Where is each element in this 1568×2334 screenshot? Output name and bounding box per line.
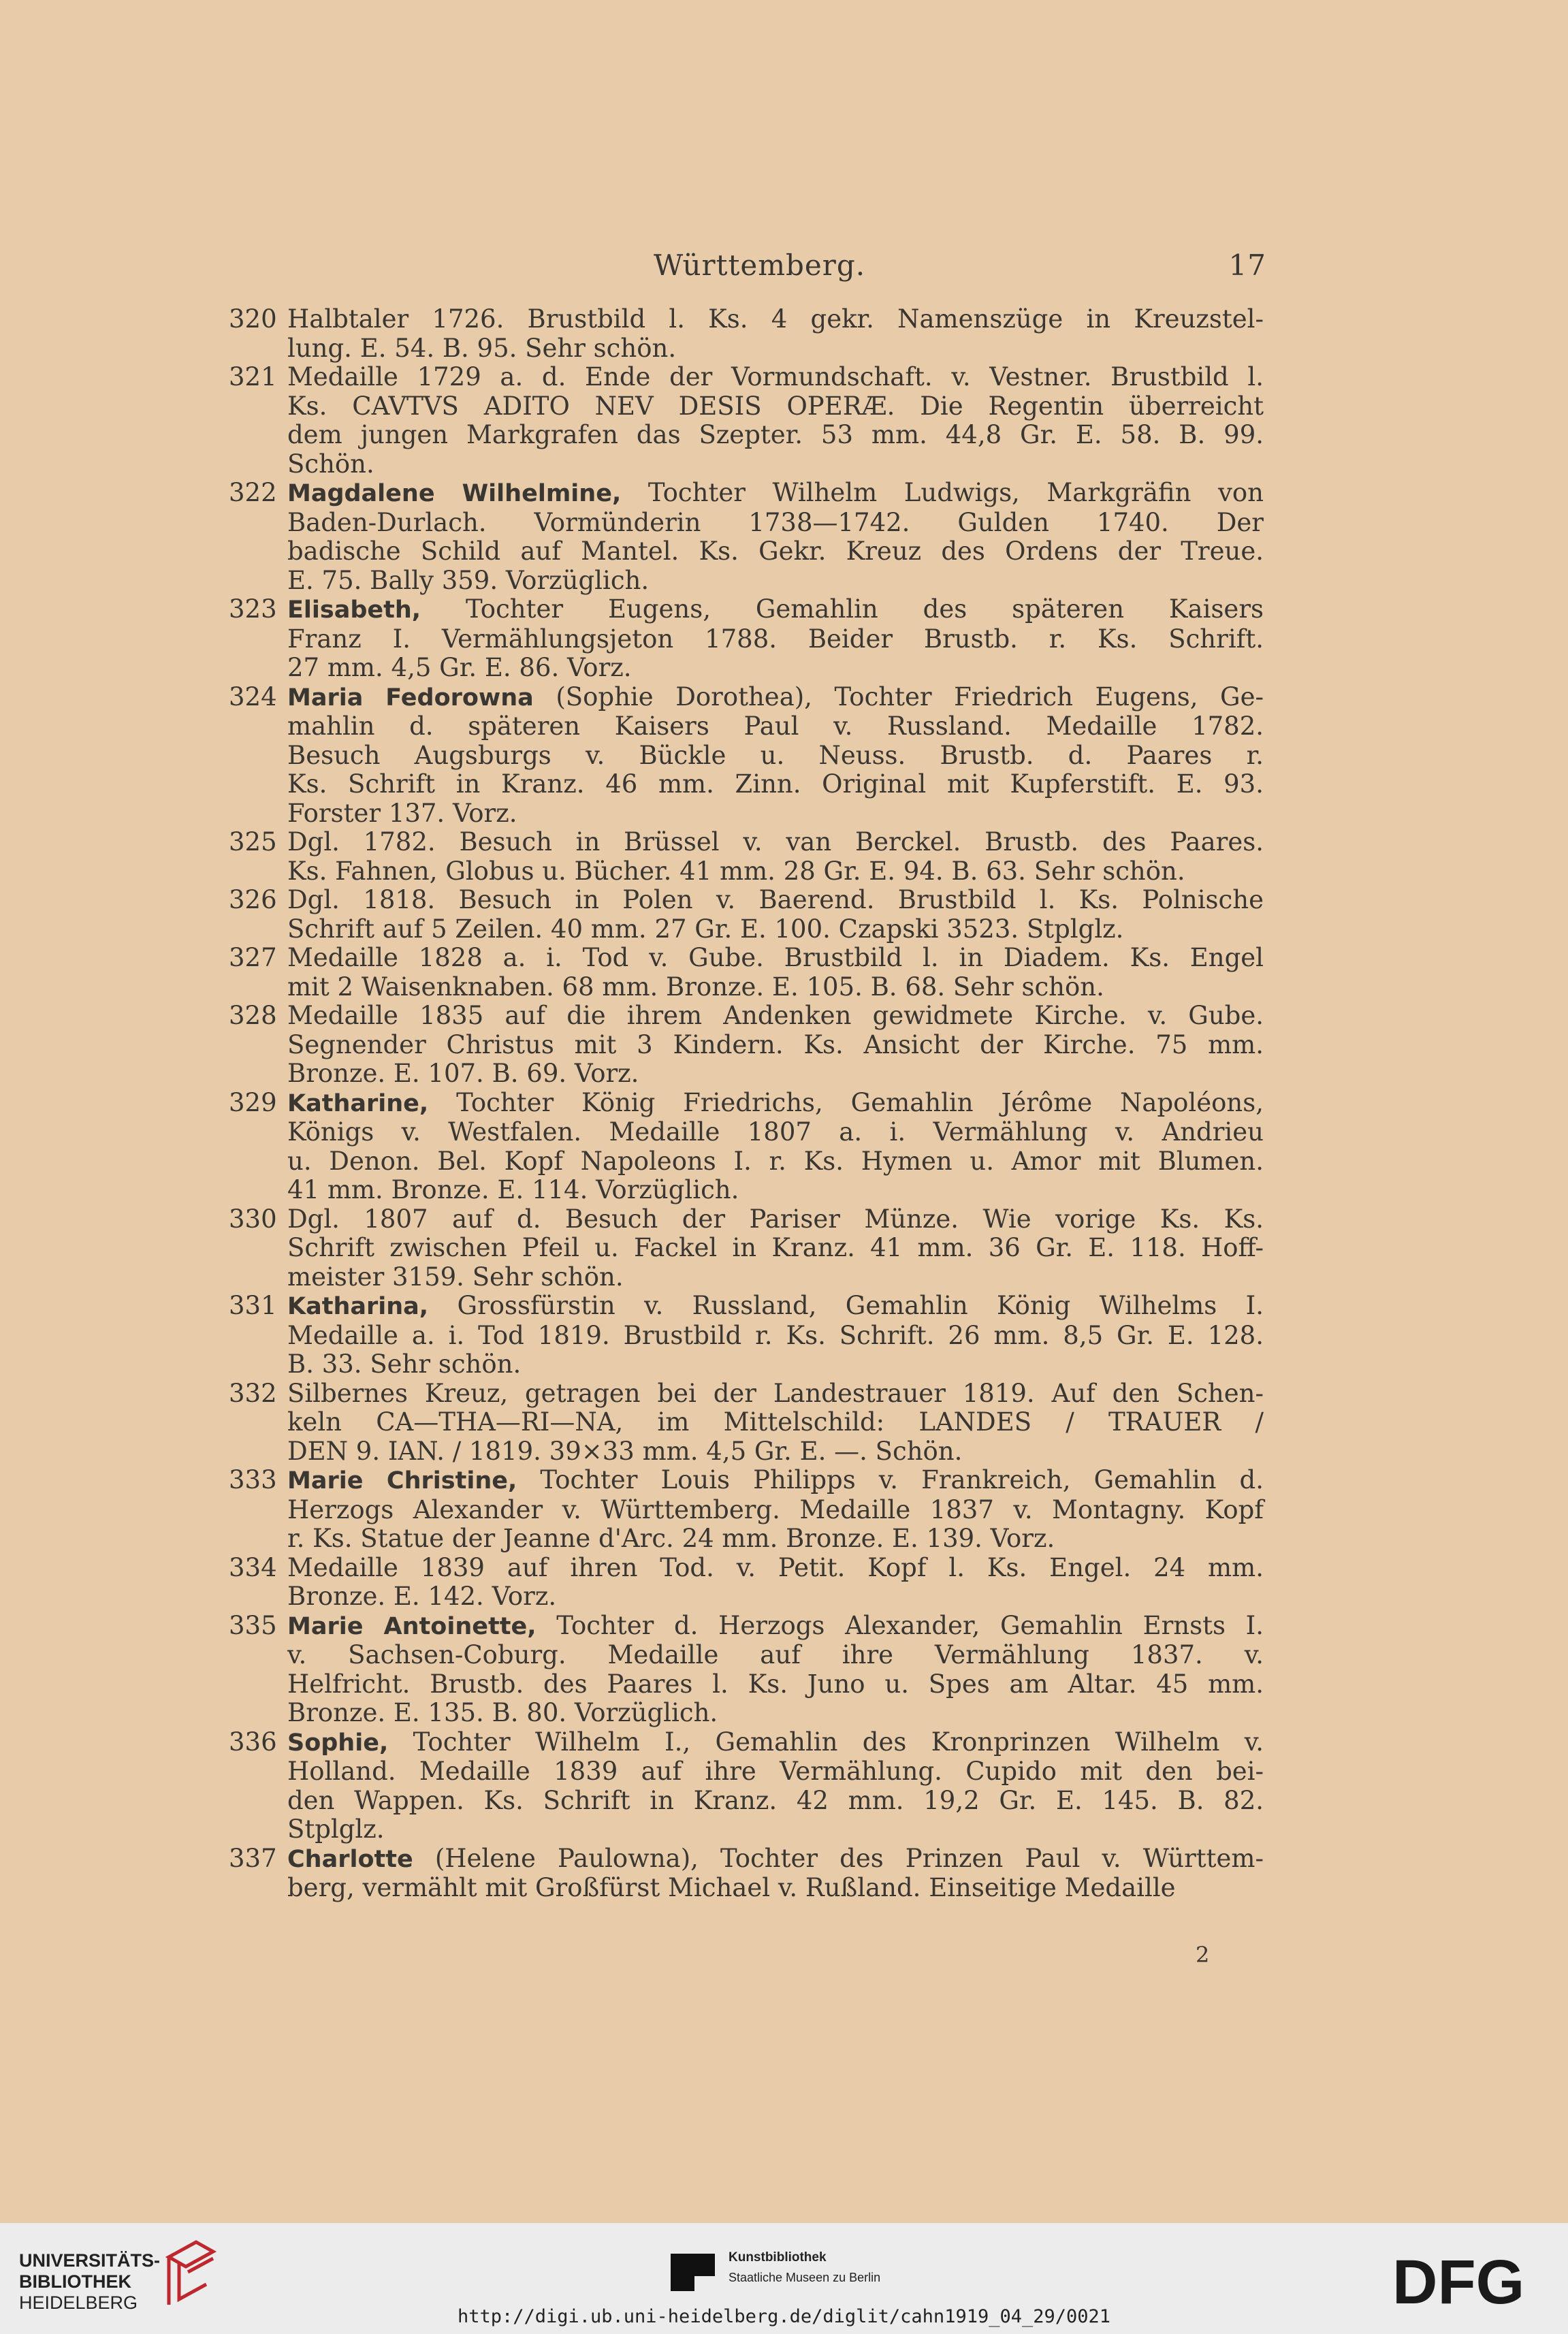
entry-name: Charlotte (287, 1845, 413, 1873)
footer-bar (0, 2223, 1568, 2334)
entry-line: Dgl. 1818. Besuch in Polen v. Baerend. Brustbild l. Ks. Polnische (287, 885, 1264, 914)
entry-number: 327 (229, 943, 277, 972)
entry-line: E. 75. Bally 359. Vorzüglich. (287, 565, 650, 595)
entry-line (287, 1292, 1264, 1322)
entry-line: Baden-Durlach. Vormünderin 1738—1742. Gulden 1740. Der (287, 507, 1264, 537)
entry-line: r. Ks. Statue der Jeanne d'Arc. 24 mm. Bronze. E. 139. Vorz. (287, 1524, 1055, 1553)
entry-line: Herzogs Alexander v. Württemberg. Medaille 1837 v. Montagny. Kopf (287, 1494, 1264, 1524)
entry-line: Ks. Schrift in Kranz. 46 mm. Zinn. Original mit Kupferstift. E. 93. (287, 769, 1264, 799)
entry-line: v. Sachsen-Coburg. Medaille auf ihre Vermählung 1837. v. (287, 1640, 1264, 1669)
entry-line (287, 1466, 1264, 1496)
catalog-entry (229, 944, 1264, 1002)
entry-line: Schön. (287, 449, 374, 479)
catalog-entry (229, 1292, 1264, 1379)
catalog-entry (229, 305, 1264, 363)
entry-number: 325 (229, 827, 277, 857)
entry-line: Medaille 1839 auf ihren Tod. v. Petit. Kopf l. Ks. Engel. 24 mm. (287, 1552, 1264, 1582)
entry-text: Tochter Wilhelm I., Gemahlin des Kronprinzen Wilhelm v. (413, 1727, 1264, 1757)
entry-number: 322 (229, 478, 277, 507)
entry-name: Maria Fedorowna (287, 684, 534, 712)
entry-number: 332 (229, 1378, 277, 1408)
entry-line: mit 2 Waisenknaben. 68 mm. Bronze. E. 105. B. 68. Sehr schön. (287, 972, 1104, 1002)
entry-line: Holland. Medaille 1839 auf ihre Vermählung. Cupido mit den bei- (287, 1757, 1264, 1786)
dfg-logo-text: DFG (1392, 2250, 1525, 2312)
entry-line (287, 1612, 1264, 1642)
entry-name: Sophie, (287, 1729, 389, 1757)
catalog-entry (229, 1612, 1264, 1728)
catalog-entry (229, 1379, 1264, 1467)
entry-line: 41 mm. Bronze. E. 114. Vorzüglich. (287, 1175, 739, 1204)
entry-line: Dgl. 1782. Besuch in Brüssel v. van Berckel. Brustb. des Paares. (287, 827, 1264, 857)
entry-line: Besuch Augsburgs v. Bückle u. Neuss. Brustb. d. Paares r. (287, 740, 1264, 770)
signature-mark: 2 (1196, 1942, 1210, 1968)
entry-number: 330 (229, 1204, 277, 1234)
catalog-entry (229, 886, 1264, 944)
page-number: 17 (1228, 249, 1266, 282)
entry-line: Schrift auf 5 Zeilen. 40 mm. 27 Gr. E. 100. Czapski 3523. Stplglz. (287, 914, 1124, 944)
entry-line: DEN 9. IAN. / 1819. 39×33 mm. 4,5 Gr. E. —. Schön. (287, 1436, 963, 1466)
source-url[interactable]: http://digi.ub.uni-heidelberg.de/diglit/cahn1919_04_29/0021 (457, 2306, 1111, 2327)
entry-line: keln CA—THA—RI—NA, im Mittelschild: LANDES / TRAUER / (287, 1407, 1264, 1437)
entry-text: (Helene Paulowna), Tochter des Prinzen Paul v. Württem- (434, 1843, 1264, 1873)
entry-text: Tochter Louis Philipps v. Frankreich, Gemahlin d. (540, 1465, 1264, 1494)
entry-line (287, 595, 1264, 625)
entry-name: Magdalene Wilhelmine, (287, 480, 622, 507)
catalog-entry (229, 828, 1264, 886)
entry-text: Tochter Eugens, Gemahlin des späteren Kaisers (465, 594, 1264, 624)
entry-number: 336 (229, 1727, 277, 1757)
entry-number: 335 (229, 1610, 277, 1640)
entry-name: Katharina, (287, 1293, 429, 1320)
ub-line-2: BIBLIOTHEK (19, 2271, 131, 2292)
entry-line: Ks. Fahnen, Globus u. Bücher. 41 mm. 28 Gr. E. 94. B. 63. Sehr schön. (287, 856, 1185, 886)
catalog-entry (229, 595, 1264, 683)
entry-number: 324 (229, 682, 277, 712)
entry-text: Tochter d. Herzogs Alexander, Gemahlin Ernsts I. (556, 1610, 1264, 1640)
entry-number: 333 (229, 1465, 277, 1494)
entry-line: Segnender Christus mit 3 Kindern. Ks. Ansicht der Kirche. 75 mm. (287, 1029, 1264, 1059)
entry-line: Bronze. E. 142. Vorz. (287, 1582, 557, 1611)
catalog-entry (229, 683, 1264, 829)
catalog-entry (229, 1844, 1264, 1903)
entry-text: Grossfürstin v. Russland, Gemahlin König Wilhelms I. (457, 1291, 1264, 1320)
entry-line: Halbtaler 1726. Brustbild l. Ks. 4 gekr. Namenszüge in Kreuzstel- (287, 304, 1264, 334)
entry-number: 331 (229, 1291, 277, 1320)
catalog-entries (229, 305, 1264, 1903)
entry-number: 320 (229, 304, 277, 334)
entry-number: 326 (229, 885, 277, 914)
entry-line (287, 1844, 1264, 1874)
entry-line: Medaille 1729 a. d. Ende der Vormundschaft. v. Vestner. Brustbild l. (287, 362, 1264, 391)
entry-line: badische Schild auf Mantel. Ks. Gekr. Kreuz des Ordens der Treue. (287, 537, 1264, 566)
entry-line: Königs v. Westfalen. Medaille 1807 a. i. Vermählung v. Andrieu (287, 1117, 1264, 1147)
catalog-entry (229, 363, 1264, 479)
kunstbibliothek-mark-icon (667, 2250, 718, 2301)
entry-number: 321 (229, 362, 277, 391)
entry-line: Medaille 1835 auf die ihrem Andenken gewidmete Kirche. v. Gube. (287, 1001, 1264, 1030)
entry-line: mahlin d. späteren Kaisers Paul v. Russland. Medaille 1782. (287, 712, 1264, 741)
catalog-entry (229, 1089, 1264, 1205)
entry-line: Bronze. E. 107. B. 69. Vorz. (287, 1059, 639, 1088)
entry-line: Silbernes Kreuz, getragen bei der Landestrauer 1819. Auf den Schen- (287, 1378, 1264, 1408)
entry-line: Franz I. Vermählungsjeton 1788. Beider Brustb. r. Ks. Schrift. (287, 624, 1264, 654)
entry-line: B. 33. Sehr schön. (287, 1349, 522, 1379)
ub-heidelberg-logo-icon[interactable] (155, 2237, 220, 2312)
entry-name: Marie Christine, (287, 1467, 517, 1494)
entry-number: 329 (229, 1087, 277, 1117)
dfg-logo-icon[interactable] (1392, 2250, 1549, 2312)
kb-subtitle: Staatliche Museen zu Berlin (729, 2271, 881, 2284)
entry-line: Dgl. 1807 auf d. Besuch der Pariser Münze. Wie vorige Ks. Ks. (287, 1204, 1264, 1234)
entry-line: Medaille a. i. Tod 1819. Brustbild r. Ks. Schrift. 26 mm. 8,5 Gr. E. 128. (287, 1320, 1264, 1350)
entry-number: 328 (229, 1001, 277, 1030)
ub-line-1: UNIVERSITÄTS- (19, 2250, 161, 2271)
entry-number: 323 (229, 594, 277, 624)
entry-text: Tochter König Friedrichs, Gemahlin Jérôme Napoléons, (456, 1087, 1264, 1117)
entry-name: Marie Antoinette, (287, 1612, 537, 1640)
entry-line: 27 mm. 4,5 Gr. E. 86. Vorz. (287, 653, 632, 682)
entry-line: dem jungen Markgrafen das Szepter. 53 mm. 44,8 Gr. E. 58. B. 99. (287, 420, 1264, 449)
catalog-entry (229, 1466, 1264, 1554)
entry-text: (Sophie Dorothea), Tochter Friedrich Eugens, Ge- (556, 682, 1264, 712)
ub-heidelberg-label (19, 2250, 160, 2314)
entry-text: Tochter Wilhelm Ludwigs, Markgräfin von (647, 478, 1264, 507)
entry-line: Forster 137. Vorz. (287, 798, 517, 828)
entry-line: berg, vermählt mit Großfürst Michael v. Rußland. Einseitige Medaille (287, 1873, 1176, 1902)
entry-line (287, 683, 1264, 713)
entry-number: 337 (229, 1843, 277, 1873)
entry-name: Katharine, (287, 1089, 429, 1117)
catalog-entry (229, 1728, 1264, 1844)
entry-line (287, 479, 1264, 509)
entry-line: lung. E. 54. B. 95. Sehr schön. (287, 333, 677, 363)
entry-line: meister 3159. Sehr schön. (287, 1262, 624, 1292)
kb-title: Kunstbibliothek (729, 2250, 827, 2265)
entry-number: 334 (229, 1552, 277, 1582)
entry-name: Elisabeth, (287, 596, 421, 624)
catalog-entry (229, 479, 1264, 595)
catalog-entry (229, 1002, 1264, 1089)
catalog-entry (229, 1554, 1264, 1612)
entry-line: Ks. CAVTVS ADITO NEV DESIS OPERÆ. Die Regentin überreicht (287, 391, 1264, 421)
entry-line: Medaille 1828 a. i. Tod v. Gube. Brustbild l. in Diadem. Ks. Engel (287, 943, 1264, 972)
running-title: Württemberg. (654, 249, 866, 282)
entry-line (287, 1089, 1264, 1119)
ub-line-3: HEIDELBERG (19, 2292, 138, 2313)
entry-line: Stplglz. (287, 1815, 385, 1844)
entry-line: Helfricht. Brustb. des Paares l. Ks. Juno u. Spes am Altar. 45 mm. (287, 1669, 1264, 1699)
entry-line (287, 1728, 1264, 1758)
catalog-entry (229, 1205, 1264, 1292)
entry-line: Bronze. E. 135. B. 80. Vorzüglich. (287, 1698, 718, 1727)
entry-line: u. Denon. Bel. Kopf Napoleons I. r. Ks. Hymen u. Amor mit Blumen. (287, 1146, 1264, 1176)
entry-line: Schrift zwischen Pfeil u. Fackel in Kranz. 41 mm. 36 Gr. E. 118. Hoff- (287, 1233, 1264, 1262)
entry-line: den Wappen. Ks. Schrift in Kranz. 42 mm. 19,2 Gr. E. 145. B. 82. (287, 1785, 1264, 1815)
